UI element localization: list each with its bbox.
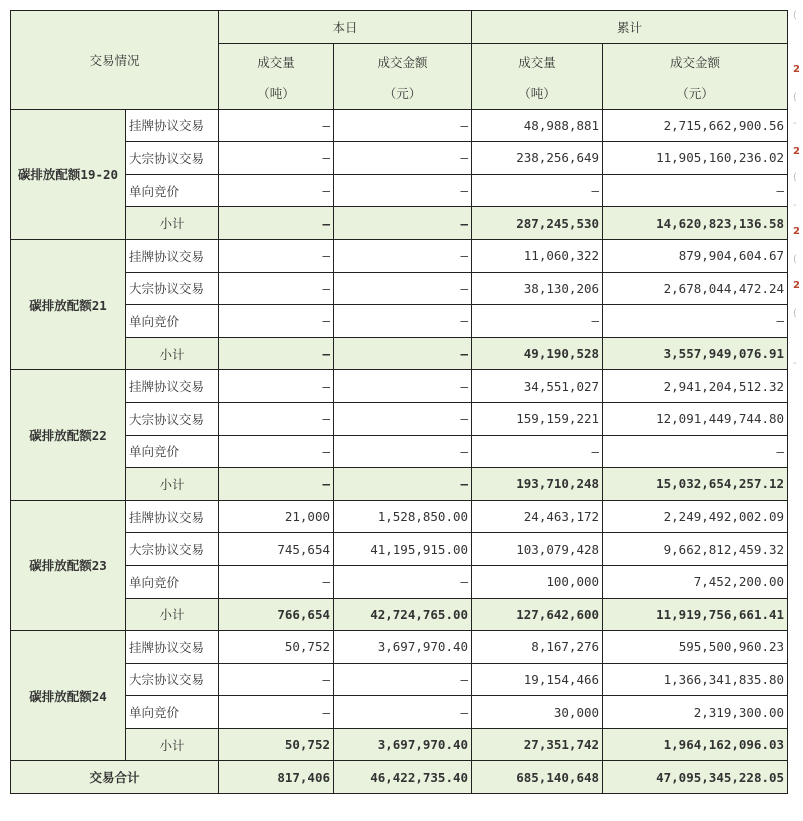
cell-cum-vol: 30,000 (472, 696, 603, 729)
carbon-trading-table (10, 10, 788, 794)
table-row (11, 631, 788, 664)
trade-type: 单向竞价 (126, 696, 219, 729)
trade-type: 大宗协议交易 (126, 142, 219, 175)
cell-day-vol: – (219, 142, 334, 175)
cell-day-amt: – (334, 565, 472, 598)
cell-day-amt: 1,528,850.00 (334, 500, 472, 533)
today-amount-header (334, 43, 472, 109)
cell-cum-amt: 7,452,200.00 (603, 565, 788, 598)
cell-cum-vol: 103,079,428 (472, 533, 603, 566)
subtotal-row (11, 598, 788, 631)
trade-type: 挂牌协议交易 (126, 631, 219, 664)
trade-type: 大宗协议交易 (126, 402, 219, 435)
edge-glyph: 2 (793, 146, 800, 157)
trade-type: 大宗协议交易 (126, 663, 219, 696)
cell-cum-vol: – (472, 305, 603, 338)
subtotal-cum-amt: 3,557,949,076.91 (603, 337, 788, 370)
trade-type: 单向竞价 (126, 565, 219, 598)
cell-cum-amt: 1,366,341,835.80 (603, 663, 788, 696)
cell-day-vol: 745,654 (219, 533, 334, 566)
cell-cum-vol: 238,256,649 (472, 142, 603, 175)
cell-cum-vol: 11,060,322 (472, 239, 603, 272)
cell-cum-vol: 159,159,221 (472, 402, 603, 435)
amount-label: 成交金额 (377, 54, 428, 70)
cell-cum-amt: 2,319,300.00 (603, 696, 788, 729)
subtotal-cum-amt: 15,032,654,257.12 (603, 468, 788, 501)
edge-glyph: - (793, 358, 797, 369)
subtotal-day-vol: – (219, 468, 334, 501)
cell-day-vol: – (219, 305, 334, 338)
edge-glyph: 2 (793, 64, 800, 75)
total-cum-amt: 47,095,345,228.05 (603, 761, 788, 794)
table-row (11, 272, 788, 305)
cell-day-vol: – (219, 272, 334, 305)
subtotal-label: 小计 (126, 337, 219, 370)
trade-type: 挂牌协议交易 (126, 370, 219, 403)
trade-type: 挂牌协议交易 (126, 500, 219, 533)
subtotal-label: 小计 (126, 207, 219, 240)
header-row-1 (11, 11, 788, 44)
cell-day-amt: – (334, 239, 472, 272)
edge-glyph: ( (793, 308, 797, 319)
volume-label: 成交量 (518, 54, 556, 70)
total-label: 交易合计 (11, 761, 219, 794)
table-row (11, 174, 788, 207)
subtotal-cum-amt: 11,919,756,661.41 (603, 598, 788, 631)
cell-day-vol: – (219, 174, 334, 207)
edge-glyph: ( (793, 10, 797, 21)
total-row (11, 761, 788, 794)
table-row (11, 533, 788, 566)
subtotal-day-amt: – (334, 468, 472, 501)
trade-type: 单向竞价 (126, 174, 219, 207)
cell-cum-amt: – (603, 435, 788, 468)
cell-cum-amt: – (603, 174, 788, 207)
cell-cum-amt: 879,904,604.67 (603, 239, 788, 272)
cell-day-vol: 21,000 (219, 500, 334, 533)
cell-day-amt: – (334, 696, 472, 729)
cell-cum-vol: – (472, 174, 603, 207)
cum-amount-header (603, 43, 788, 109)
today-volume-header (219, 43, 334, 109)
cell-day-amt: 3,697,970.40 (334, 631, 472, 664)
group-name: 碳排放配额22 (11, 370, 126, 500)
trade-type: 单向竞价 (126, 305, 219, 338)
cell-day-vol: – (219, 435, 334, 468)
subtotal-label: 小计 (126, 468, 219, 501)
subtotal-day-vol: – (219, 207, 334, 240)
edge-glyph: ( (793, 92, 797, 103)
table-row (11, 142, 788, 175)
amount-unit: （元） (383, 85, 422, 101)
trade-type: 大宗协议交易 (126, 272, 219, 305)
cell-day-vol: – (219, 239, 334, 272)
subtotal-row (11, 468, 788, 501)
cell-day-amt: – (334, 174, 472, 207)
amount-unit: （元） (676, 85, 714, 101)
cell-cum-amt: 12,091,449,744.80 (603, 402, 788, 435)
table-row (11, 239, 788, 272)
table-row (11, 696, 788, 729)
subtotal-day-amt: – (334, 207, 472, 240)
subtotal-cum-amt: 1,964,162,096.03 (603, 728, 788, 761)
subtotal-day-vol: – (219, 337, 334, 370)
subtotal-cum-vol: 27,351,742 (472, 728, 603, 761)
subtotal-label: 小计 (126, 728, 219, 761)
cell-day-amt: – (334, 663, 472, 696)
cell-day-amt: – (334, 305, 472, 338)
cell-day-amt: – (334, 272, 472, 305)
subtotal-cum-vol: 287,245,530 (472, 207, 603, 240)
cell-day-amt: – (334, 435, 472, 468)
cell-cum-amt: 2,941,204,512.32 (603, 370, 788, 403)
cell-day-vol: – (219, 565, 334, 598)
cell-day-vol: – (219, 370, 334, 403)
cell-cum-vol: 34,551,027 (472, 370, 603, 403)
subtotal-row (11, 207, 788, 240)
group-name: 碳排放配额23 (11, 500, 126, 630)
trade-type: 大宗协议交易 (126, 533, 219, 566)
cell-day-amt: – (334, 402, 472, 435)
cell-cum-amt: 2,249,492,002.09 (603, 500, 788, 533)
edge-glyph: ( (793, 172, 797, 183)
edge-glyph: 2 (793, 226, 800, 237)
cell-day-vol: – (219, 663, 334, 696)
cum-volume-header (472, 43, 603, 109)
edge-glyph: - (793, 200, 797, 211)
cell-cum-amt: – (603, 305, 788, 338)
table-row (11, 370, 788, 403)
subtotal-cum-amt: 14,620,823,136.58 (603, 207, 788, 240)
subtotal-cum-vol: 193,710,248 (472, 468, 603, 501)
trade-type: 挂牌协议交易 (126, 239, 219, 272)
cell-cum-amt: 11,905,160,236.02 (603, 142, 788, 175)
table-row (11, 663, 788, 696)
cell-cum-vol: – (472, 435, 603, 468)
trade-type: 挂牌协议交易 (126, 109, 219, 142)
cell-cum-vol: 24,463,172 (472, 500, 603, 533)
table-row (11, 109, 788, 142)
row-label-header: 交易情况 (11, 11, 219, 110)
cell-cum-amt: 2,678,044,472.24 (603, 272, 788, 305)
cell-day-amt: – (334, 142, 472, 175)
total-day-amt: 46,422,735.40 (334, 761, 472, 794)
cell-day-vol: – (219, 109, 334, 142)
volume-unit: （吨） (518, 85, 556, 101)
cell-cum-vol: 38,130,206 (472, 272, 603, 305)
cell-cum-vol: 19,154,466 (472, 663, 603, 696)
volume-label: 成交量 (257, 54, 295, 70)
subtotal-row (11, 728, 788, 761)
cell-day-vol: – (219, 402, 334, 435)
subtotal-row (11, 337, 788, 370)
table-row (11, 500, 788, 533)
amount-label: 成交金额 (670, 54, 721, 70)
cell-cum-vol: 48,988,881 (472, 109, 603, 142)
subtotal-day-amt: – (334, 337, 472, 370)
edge-glyph: 2 (793, 280, 800, 291)
subtotal-cum-vol: 49,190,528 (472, 337, 603, 370)
cell-cum-vol: 8,167,276 (472, 631, 603, 664)
group-name: 碳排放配额21 (11, 239, 126, 369)
cell-day-amt: – (334, 109, 472, 142)
subtotal-cum-vol: 127,642,600 (472, 598, 603, 631)
table-row (11, 435, 788, 468)
subtotal-day-amt: 42,724,765.00 (334, 598, 472, 631)
cell-day-amt: 41,195,915.00 (334, 533, 472, 566)
group-name: 碳排放配额19-20 (11, 109, 126, 239)
edge-glyph: ( (793, 254, 797, 265)
today-header: 本日 (219, 11, 472, 44)
cell-day-amt: – (334, 370, 472, 403)
table-row (11, 305, 788, 338)
subtotal-day-amt: 3,697,970.40 (334, 728, 472, 761)
subtotal-day-vol: 766,654 (219, 598, 334, 631)
cell-cum-amt: 595,500,960.23 (603, 631, 788, 664)
cell-day-vol: 50,752 (219, 631, 334, 664)
cell-day-vol: – (219, 696, 334, 729)
edge-glyph: - (793, 118, 797, 129)
cell-cum-vol: 100,000 (472, 565, 603, 598)
group-name: 碳排放配额24 (11, 631, 126, 761)
subtotal-label: 小计 (126, 598, 219, 631)
table-row (11, 402, 788, 435)
total-day-vol: 817,406 (219, 761, 334, 794)
volume-unit: （吨） (257, 85, 295, 101)
cell-cum-amt: 2,715,662,900.56 (603, 109, 788, 142)
table-row (11, 565, 788, 598)
cell-cum-amt: 9,662,812,459.32 (603, 533, 788, 566)
subtotal-day-vol: 50,752 (219, 728, 334, 761)
trade-type: 单向竞价 (126, 435, 219, 468)
total-cum-vol: 685,140,648 (472, 761, 603, 794)
cumulative-header: 累计 (472, 11, 788, 44)
